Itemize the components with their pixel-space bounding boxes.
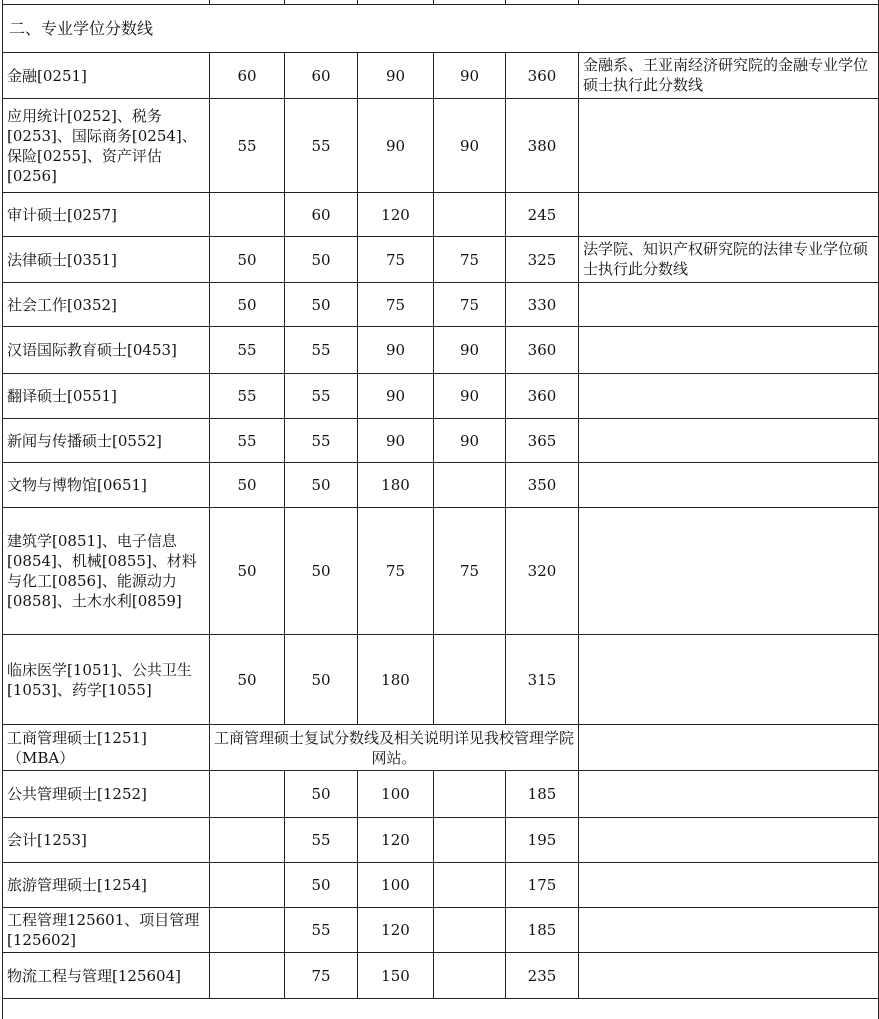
score-cell-2: 60 [285, 193, 358, 237]
score-cell-4: 75 [434, 237, 506, 283]
table-row [3, 53, 879, 99]
score-cell-2: 55 [285, 374, 358, 419]
table-row [3, 237, 879, 283]
score-cell-2: 60 [285, 53, 358, 99]
table-row [3, 283, 879, 327]
table-row [3, 818, 879, 863]
program-name-cell: 工程管理125601、项目管理[125602] [3, 908, 210, 953]
note-cell [579, 863, 879, 908]
note-cell [579, 635, 879, 725]
score-cell-4 [434, 953, 506, 999]
section-header-row [3, 5, 879, 53]
score-cell-1: 50 [210, 508, 285, 635]
program-name-cell: 文物与博物馆[0651] [3, 463, 210, 508]
total-score-cell: 185 [506, 908, 579, 953]
score-cell-1: 50 [210, 237, 285, 283]
score-cell-3: 100 [358, 863, 434, 908]
score-cell-1: 50 [210, 635, 285, 725]
program-name-cell: 物流工程与管理[125604] [3, 953, 210, 999]
program-name-cell: 审计硕士[0257] [3, 193, 210, 237]
total-score-cell: 360 [506, 53, 579, 99]
table-row [3, 327, 879, 374]
table-row [3, 463, 879, 508]
score-cell-3: 180 [358, 635, 434, 725]
score-cell-4: 75 [434, 508, 506, 635]
score-cell-3: 90 [358, 53, 434, 99]
score-cell-4: 90 [434, 327, 506, 374]
table-row [3, 193, 879, 237]
score-cell-1 [210, 908, 285, 953]
score-cell-1 [210, 193, 285, 237]
program-name-cell: 工商管理硕士[1251]（MBA） [3, 725, 210, 771]
table-row [3, 374, 879, 419]
score-cell-2: 50 [285, 635, 358, 725]
table-row [3, 953, 879, 999]
score-cell-4 [434, 908, 506, 953]
note-cell [579, 99, 879, 193]
total-score-cell: 360 [506, 327, 579, 374]
table-bottom-edge [3, 999, 879, 1019]
score-cell-1: 55 [210, 419, 285, 463]
program-name-cell: 建筑学[0851]、电子信息[0854]、机械[0855]、材料与化工[0856]、能源动力[0858]、土木水利[0859] [3, 508, 210, 635]
score-cell-4: 75 [434, 283, 506, 327]
table-row [3, 863, 879, 908]
score-cell-1: 55 [210, 99, 285, 193]
score-cell-4 [434, 771, 506, 818]
table-row-mba [3, 725, 879, 771]
score-cell-4 [434, 635, 506, 725]
total-score-cell: 320 [506, 508, 579, 635]
score-cell-3: 120 [358, 818, 434, 863]
total-score-cell: 325 [506, 237, 579, 283]
note-cell [579, 725, 879, 771]
total-score-cell: 195 [506, 818, 579, 863]
program-name-cell: 金融[0251] [3, 53, 210, 99]
score-cell-2: 55 [285, 818, 358, 863]
program-name-cell: 会计[1253] [3, 818, 210, 863]
program-name-cell: 应用统计[0252]、税务[0253]、国际商务[0254]、保险[0255]、资产评估[0256] [3, 99, 210, 193]
score-cell-3: 90 [358, 419, 434, 463]
score-cell-4: 90 [434, 419, 506, 463]
score-cell-2: 75 [285, 953, 358, 999]
score-cell-3: 180 [358, 463, 434, 508]
score-cell-4 [434, 193, 506, 237]
note-cell [579, 908, 879, 953]
note-cell [579, 327, 879, 374]
score-cell-2: 50 [285, 237, 358, 283]
score-cell-4: 90 [434, 99, 506, 193]
score-cell-2: 55 [285, 99, 358, 193]
score-cell-3: 100 [358, 771, 434, 818]
total-score-cell: 330 [506, 283, 579, 327]
score-cell-1 [210, 818, 285, 863]
score-cell-1: 55 [210, 327, 285, 374]
program-name-cell: 法律硕士[0351] [3, 237, 210, 283]
program-name-cell: 新闻与传播硕士[0552] [3, 419, 210, 463]
total-score-cell: 175 [506, 863, 579, 908]
total-score-cell: 360 [506, 374, 579, 419]
table-row [3, 908, 879, 953]
score-cell-2: 50 [285, 863, 358, 908]
total-score-cell: 245 [506, 193, 579, 237]
total-score-cell: 380 [506, 99, 579, 193]
score-cell-1: 50 [210, 283, 285, 327]
table-row [3, 635, 879, 725]
note-cell: 法学院、知识产权研究院的法律专业学位硕士执行此分数线 [579, 237, 879, 283]
total-score-cell: 185 [506, 771, 579, 818]
score-cell-1 [210, 771, 285, 818]
table-row [3, 508, 879, 635]
program-name-cell: 社会工作[0352] [3, 283, 210, 327]
score-cell-4 [434, 463, 506, 508]
note-cell [579, 508, 879, 635]
score-cell-1: 60 [210, 53, 285, 99]
score-cell-3: 75 [358, 508, 434, 635]
score-cell-2: 50 [285, 283, 358, 327]
score-cell-3: 90 [358, 99, 434, 193]
score-cell-3: 75 [358, 237, 434, 283]
score-cell-2: 55 [285, 908, 358, 953]
note-cell [579, 463, 879, 508]
total-score-cell: 315 [506, 635, 579, 725]
score-cell-1 [210, 953, 285, 999]
score-cell-4 [434, 818, 506, 863]
score-cell-1: 55 [210, 374, 285, 419]
total-score-cell: 350 [506, 463, 579, 508]
program-name-cell: 旅游管理硕士[1254] [3, 863, 210, 908]
score-cell-1 [210, 863, 285, 908]
score-cell-3: 90 [358, 374, 434, 419]
score-cell-1: 50 [210, 463, 285, 508]
score-cell-4: 90 [434, 53, 506, 99]
note-cell [579, 193, 879, 237]
program-name-cell: 翻译硕士[0551] [3, 374, 210, 419]
note-cell [579, 771, 879, 818]
score-cell-3: 75 [358, 283, 434, 327]
program-name-cell: 公共管理硕士[1252] [3, 771, 210, 818]
score-cell-3: 90 [358, 327, 434, 374]
score-cell-3: 150 [358, 953, 434, 999]
note-cell: 金融系、王亚南经济研究院的金融专业学位硕士执行此分数线 [579, 53, 879, 99]
program-name-cell: 汉语国际教育硕士[0453] [3, 327, 210, 374]
total-score-cell: 365 [506, 419, 579, 463]
note-cell [579, 953, 879, 999]
score-cell-3: 120 [358, 908, 434, 953]
score-cell-2: 55 [285, 327, 358, 374]
score-cell-4: 90 [434, 374, 506, 419]
score-cell-3: 120 [358, 193, 434, 237]
table-row [3, 771, 879, 818]
note-cell [579, 283, 879, 327]
note-cell [579, 818, 879, 863]
program-name-cell: 临床医学[1051]、公共卫生[1053]、药学[1055] [3, 635, 210, 725]
score-cell-2: 55 [285, 419, 358, 463]
table-continuation [3, 999, 879, 1019]
mba-merged-note: 工商管理硕士复试分数线及相关说明详见我校管理学院网站。 [210, 725, 579, 771]
score-cell-2: 50 [285, 508, 358, 635]
section-title: 二、专业学位分数线 [3, 5, 879, 53]
note-cell [579, 374, 879, 419]
table-row [3, 99, 879, 193]
note-cell [579, 419, 879, 463]
score-cell-2: 50 [285, 463, 358, 508]
score-cell-2: 50 [285, 771, 358, 818]
total-score-cell: 235 [506, 953, 579, 999]
table-row [3, 419, 879, 463]
score-table [2, 0, 879, 1019]
score-cell-4 [434, 863, 506, 908]
